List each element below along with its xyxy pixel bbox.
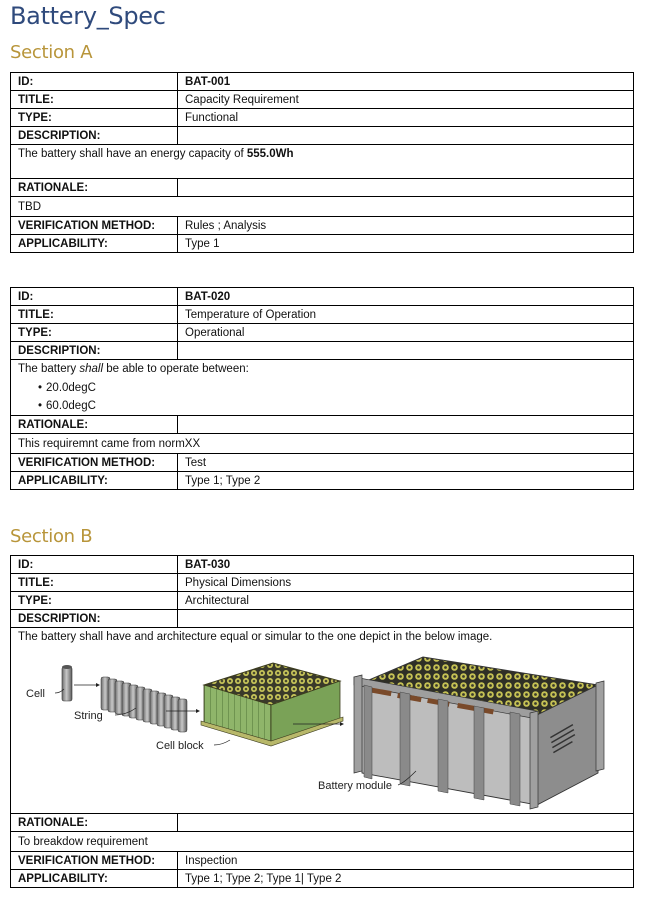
bullet-max-temperature: • 60.0degC	[38, 397, 626, 415]
requirement-table-bat-001	[10, 72, 634, 253]
label-applicability: APPLICABILITY:	[11, 870, 178, 888]
section-heading-b: Section B	[10, 526, 93, 547]
value-rationale-empty	[178, 416, 634, 434]
row-rationale-label	[11, 179, 634, 197]
value-verification-method: Inspection	[178, 852, 634, 870]
rationale-body: To breakdow requirement	[11, 832, 634, 852]
value-type: Architectural	[178, 592, 634, 610]
value-title: Physical Dimensions	[178, 574, 634, 592]
value-applicability: Type 1; Type 2	[178, 472, 634, 490]
value-description-empty	[178, 127, 634, 145]
label-verification-method: VERIFICATION METHOD:	[11, 217, 178, 235]
label-type: TYPE:	[11, 109, 178, 127]
value-title: Capacity Requirement	[178, 91, 634, 109]
rationale-body: TBD	[11, 197, 634, 217]
label-type: TYPE:	[11, 592, 178, 610]
row-type	[11, 592, 634, 610]
row-verification	[11, 454, 634, 472]
figure-label-battery-module: Battery module	[318, 780, 392, 792]
row-rationale-body	[11, 832, 634, 852]
row-description-label	[11, 610, 634, 628]
label-applicability: APPLICABILITY:	[11, 235, 178, 253]
string-illustration	[101, 677, 187, 732]
row-id	[11, 288, 634, 306]
row-rationale-label	[11, 416, 634, 434]
row-id	[11, 73, 634, 91]
value-type: Functional	[178, 109, 634, 127]
description-suffix: be able to operate between:	[103, 363, 249, 375]
temperature-bullet-list	[18, 379, 626, 415]
row-type	[11, 109, 634, 127]
requirement-table-bat-030	[10, 555, 634, 888]
row-description-label	[11, 127, 634, 145]
rationale-body: This requiremnt came from normXX	[11, 434, 634, 454]
row-applicability	[11, 472, 634, 490]
value-id: BAT-001	[178, 73, 634, 91]
cell-block-illustration	[201, 663, 343, 746]
value-applicability: Type 1; Type 2; Type 1| Type 2	[178, 870, 634, 888]
description-prefix: The battery	[18, 363, 80, 375]
label-id: ID:	[11, 288, 178, 306]
figure-label-cell: Cell	[26, 688, 45, 700]
description-capacity-value: 555.0Wh	[246, 148, 294, 160]
value-type: Operational	[178, 324, 634, 342]
label-verification-method: VERIFICATION METHOD:	[11, 454, 178, 472]
row-description-body	[11, 360, 634, 416]
figure-label-string: String	[74, 710, 103, 722]
description-body	[11, 360, 634, 416]
battery-architecture-figure	[18, 645, 634, 813]
row-title	[11, 306, 634, 324]
requirement-table-bat-020	[10, 287, 634, 490]
value-description-empty	[178, 610, 634, 628]
row-rationale-body	[11, 197, 634, 217]
description-text: The battery shall have and architecture equal or simular to the one depict in the below image.	[18, 631, 493, 643]
value-description-empty	[178, 342, 634, 360]
bullet-min-temperature: • 20.0degC	[38, 379, 626, 397]
row-description-label	[11, 342, 634, 360]
description-text: The battery shall have an energy capacity of	[18, 148, 247, 160]
row-applicability	[11, 870, 634, 888]
label-description: DESCRIPTION:	[11, 342, 178, 360]
label-applicability: APPLICABILITY:	[11, 472, 178, 490]
value-title: Temperature of Operation	[178, 306, 634, 324]
value-applicability: Type 1	[178, 235, 634, 253]
label-rationale: RATIONALE:	[11, 814, 178, 832]
label-rationale: RATIONALE:	[11, 416, 178, 434]
section-heading-a: Section A	[10, 42, 93, 63]
value-id: BAT-030	[178, 556, 634, 574]
row-applicability	[11, 235, 634, 253]
label-description: DESCRIPTION:	[11, 127, 178, 145]
row-description-body	[11, 628, 634, 814]
row-verification	[11, 217, 634, 235]
value-rationale-empty	[178, 814, 634, 832]
row-type	[11, 324, 634, 342]
label-title: TITLE:	[11, 574, 178, 592]
value-id: BAT-020	[178, 288, 634, 306]
row-rationale-label	[11, 814, 634, 832]
label-id: ID:	[11, 556, 178, 574]
description-body	[11, 628, 634, 814]
row-description-body	[11, 145, 634, 179]
label-type: TYPE:	[11, 324, 178, 342]
label-title: TITLE:	[11, 91, 178, 109]
cell-illustration	[62, 665, 72, 701]
value-verification-method: Rules ; Analysis	[178, 217, 634, 235]
row-rationale-body	[11, 434, 634, 454]
label-rationale: RATIONALE:	[11, 179, 178, 197]
figure-label-cell-block: Cell block	[156, 740, 204, 752]
row-id	[11, 556, 634, 574]
label-description: DESCRIPTION:	[11, 610, 178, 628]
row-verification	[11, 852, 634, 870]
value-verification-method: Test	[178, 454, 634, 472]
document-title: Battery_Spec	[10, 2, 166, 30]
label-id: ID:	[11, 73, 178, 91]
description-text	[18, 361, 626, 377]
description-body	[11, 145, 634, 179]
label-title: TITLE:	[11, 306, 178, 324]
label-verification-method: VERIFICATION METHOD:	[11, 852, 178, 870]
row-title	[11, 574, 634, 592]
row-title	[11, 91, 634, 109]
description-emphasis: shall	[79, 363, 104, 375]
value-rationale-empty	[178, 179, 634, 197]
